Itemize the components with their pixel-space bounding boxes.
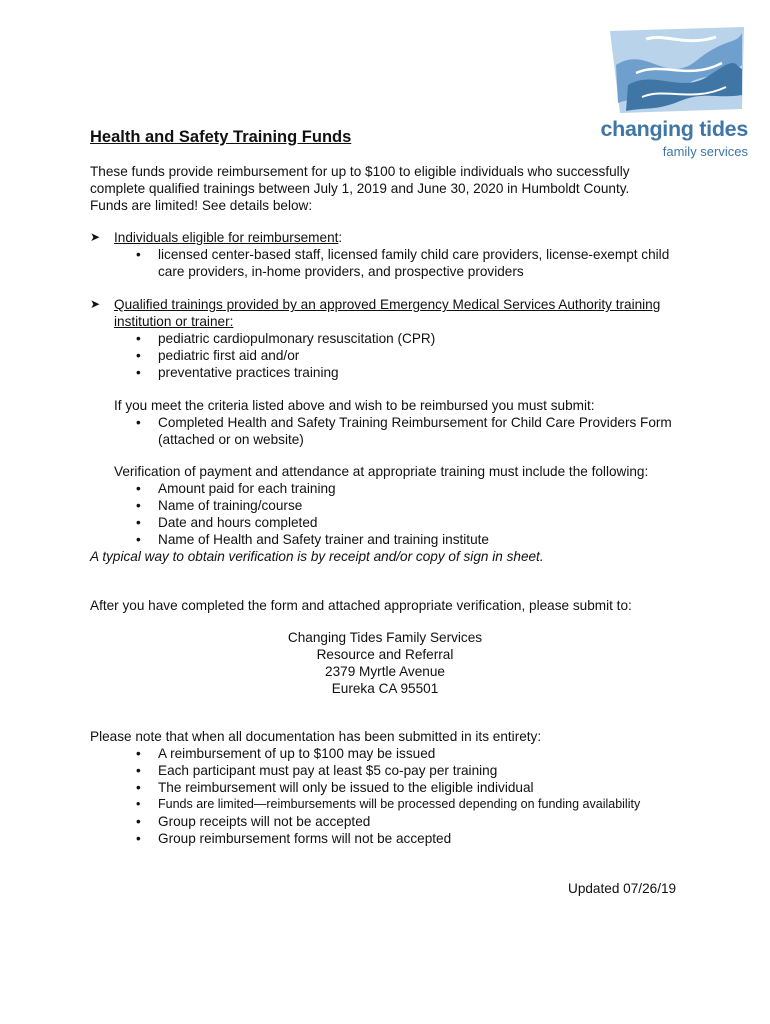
list-item: • preventative practices training [90, 364, 690, 381]
logo [596, 25, 748, 163]
notes-intro: Please note that when all documentation has been submitted in its entirety: [90, 729, 542, 744]
list-item: • Group receipts will not be accepted [90, 813, 690, 830]
address-line: 2379 Myrtle Avenue [325, 664, 445, 679]
notes-section [90, 728, 690, 847]
submit-section [114, 397, 674, 448]
eligible-heading: Individuals eligible for reimbursement [114, 230, 339, 245]
trainings-heading: Qualified trainings provided by an approved Emergency Medical Services Authority training institution or trainer: [114, 297, 661, 329]
address-line: Resource and Referral [316, 647, 454, 662]
eligible-section [90, 229, 690, 280]
submit-to-text: After you have completed the form and attached appropriate verification, please submit to: [90, 598, 632, 613]
list-item: • Completed Health and Safety Training Reimbursement for Child Care Providers Form (attached or on website) [114, 414, 674, 448]
arrow-bullet-icon: ➤ [90, 230, 101, 244]
list-item: • pediatric cardiopulmonary resuscitation (CPR) [90, 330, 690, 347]
tides-wave-graphic [606, 25, 746, 115]
mailing-address [230, 629, 540, 697]
list-item: • Each participant must pay at least $5 co-pay per training [90, 762, 690, 779]
list-item: • Group reimbursement forms will not be accepted [90, 830, 690, 847]
list-item: • Date and hours completed [114, 514, 674, 531]
address-line: Changing Tides Family Services [287, 630, 483, 645]
logo-tagline: family services [662, 144, 748, 159]
list-item: • The reimbursement will only be issued to the eligible individual [90, 779, 690, 796]
trainings-section [90, 296, 690, 381]
eligible-colon: : [338, 230, 343, 245]
list-item: • Name of Health and Safety trainer and training institute [114, 531, 674, 548]
list-item: • licensed center-based staff, licensed family child care providers, license-exempt child care providers, in-home providers, and prospective providers [90, 246, 690, 280]
list-item: • Amount paid for each training [114, 480, 674, 497]
submit-intro: If you meet the criteria listed above and wish to be reimbursed you must submit: [114, 398, 595, 413]
verification-note: A typical way to obtain verification is by receipt and/or copy of sign in sheet. [90, 549, 544, 564]
updated-date: Updated 07/26/19 [568, 881, 677, 896]
list-item: • Name of training/course [114, 497, 674, 514]
address-line: Eureka CA 95501 [331, 681, 439, 696]
list-item: • pediatric first aid and/or [90, 347, 690, 364]
verification-intro: Verification of payment and attendance at appropriate training must include the following: [114, 464, 649, 479]
arrow-bullet-icon: ➤ [90, 297, 101, 311]
intro-paragraph: These funds provide reimbursement for up to $100 to eligible individuals who successfully complete qualified trainings between July 1, 2019 and June 30, 2020 in Humboldt County. Funds are limited! See details below: [90, 164, 630, 213]
list-item: • Funds are limited—reimbursements will be processed depending on funding availability [90, 796, 690, 813]
verification-section [114, 463, 674, 548]
logo-name: changing tides [600, 117, 748, 141]
list-item: • A reimbursement of up to $100 may be issued [90, 745, 690, 762]
page-title: Health and Safety Training Funds [90, 128, 352, 146]
